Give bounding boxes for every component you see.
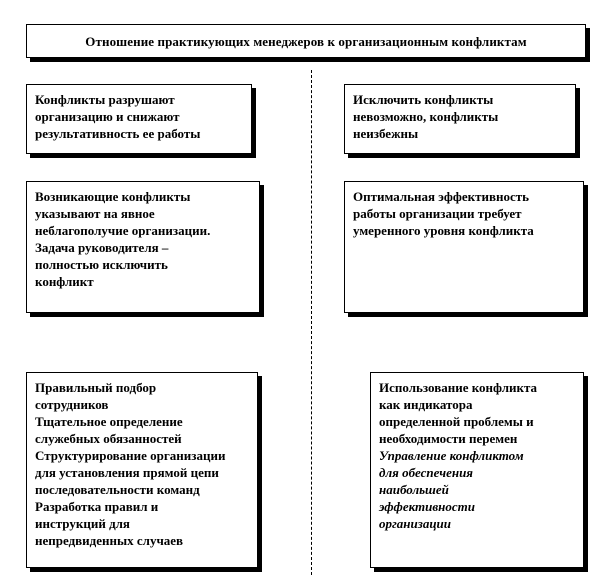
text-line: Структурирование организации [35,448,226,463]
text-line: конфликт [35,274,94,289]
right-methods-box [370,372,584,568]
text-line: организацию и снижают [35,109,180,124]
text-line: Использование конфликта [379,380,538,395]
text-line: Исключить конфликты [353,92,494,107]
text-line: непредвиденных случаев [35,533,184,548]
italic-text-line: организации [379,516,452,531]
text-line: результативность ее работы [35,126,201,141]
right-view-box-1 [344,84,576,154]
text-line: указывают на явное [35,206,155,221]
left-view-box-1 [26,84,252,154]
text-line: Тщательное определение [35,414,183,429]
text-line: последовательности команд [35,482,200,497]
text-line: невозможно, конфликты [353,109,499,124]
text-line: необходимости перемен [379,431,518,446]
diagram-title-box [26,24,586,58]
left-methods-box [26,372,258,568]
center-divider [311,70,312,575]
text-line: Правильный подбор [35,380,157,395]
text-line: определенной проблемы и [379,414,534,429]
text-line: Конфликты разрушают [35,92,175,107]
text-line: сотрудников [35,397,109,412]
text-line: Задача руководителя – [35,240,169,255]
text-line: инструкций для [35,516,130,531]
left-view-box-2 [26,181,260,313]
italic-text-line: Управление конфликтом [379,448,524,463]
right-view-box-2 [344,181,584,313]
italic-text-line: наибольшей [379,482,449,497]
text-line: Оптимальная эффективность [353,189,530,204]
italic-text-line: эффективности [379,499,476,514]
text-line: работы организации требует [353,206,522,221]
text-line: Разработка правил и [35,499,159,514]
text-line: умеренного уровня конфликта [353,223,534,238]
text-line: служебных обязанностей [35,431,182,446]
text-line: неблагополучие организации. [35,223,211,238]
italic-text-line: для обеспечения [379,465,473,480]
text-line: как индикатора [379,397,473,412]
diagram-title: Отношение практикующих менеджеров к организационным конфликтам [85,33,527,49]
text-line: для установления прямой цепи [35,465,219,480]
text-line: неизбежны [353,126,419,141]
text-line: Возникающие конфликты [35,189,191,204]
text-line: полностью исключить [35,257,168,272]
